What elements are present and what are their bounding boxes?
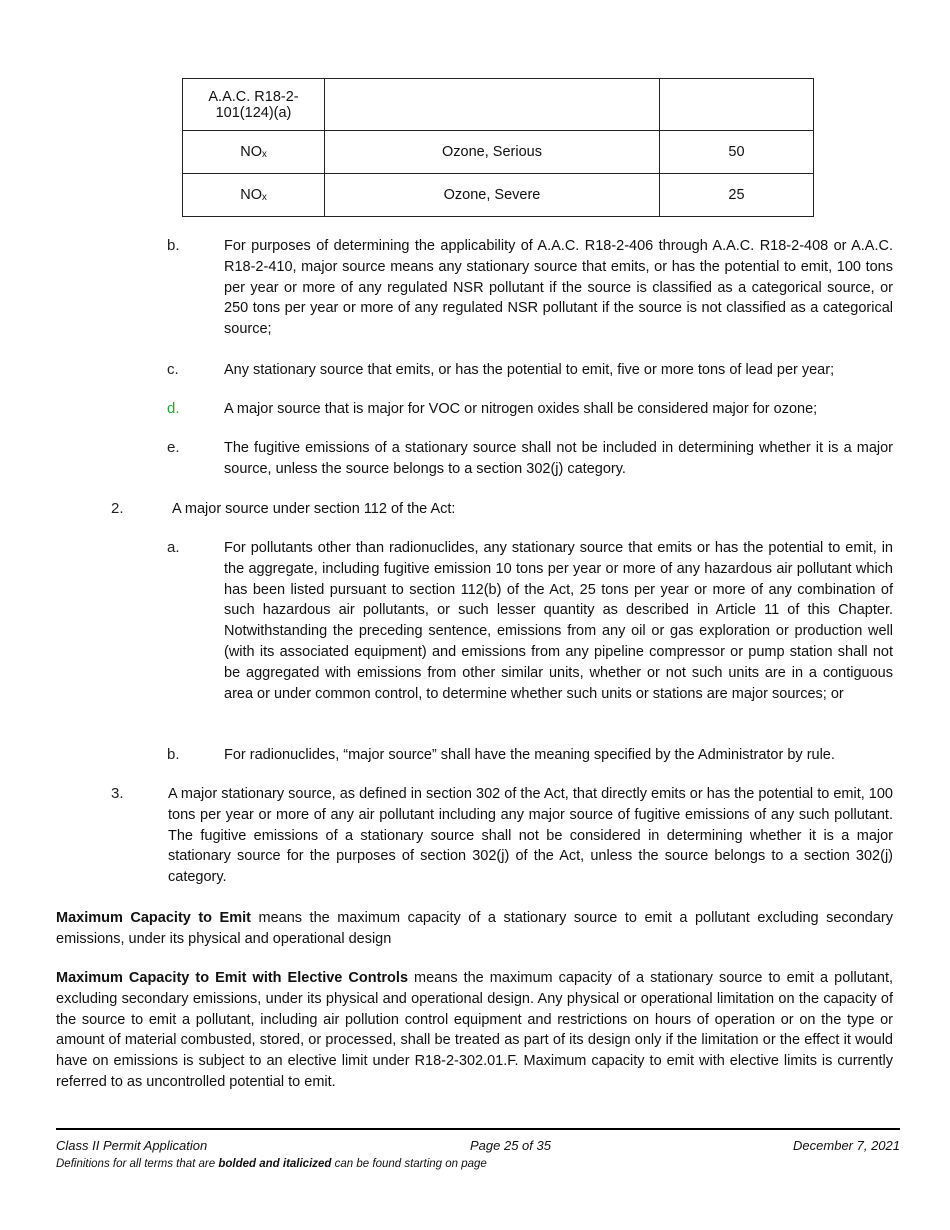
footer-note (56, 1158, 487, 1170)
table-cell (660, 79, 814, 131)
list-label: 3. (111, 785, 124, 802)
definition-max-capacity-to-emit (56, 908, 893, 950)
list-label: 2. (111, 500, 124, 517)
footer-note-bold: bolded and italicized (218, 1158, 332, 1170)
table-cell: Ozone, Severe (325, 174, 660, 217)
list-label: d. (167, 400, 180, 417)
table-row (183, 174, 814, 217)
definition-term: Maximum Capacity to Emit (56, 910, 251, 926)
table-cell: 25 (660, 174, 814, 217)
definition-text: means the maximum capacity of a stationary source to emit a pollutant excluding secondary emissions, under its physical and operational design (56, 910, 894, 947)
list-item-text: Any stationary source that emits, or has the potential to emit, five or more tons of lead per year; (224, 362, 835, 378)
table-row (183, 79, 814, 131)
footer-date: December 7, 2021 (793, 1138, 900, 1153)
table-cell (325, 79, 660, 131)
table-cell: A.A.C. R18-2-101(124)(a) (183, 79, 325, 131)
definition-text: means the maximum capacity of a stationary source to emit a pollutant, excluding secondary emissions, under its physical and operational design. Any physical or operational limitation on the capacity of the source to emit a pollutant, including air pollution control equipment and restrictions on hours of operation or on the type or amount of material combusted, stored, or processed, shall be treated as part of its design only if the limitation or the effect it would have on emissions is subject to an elective limit under R18-2-302.01.F. Maximum capacity to emit with elective limits is currently referred to as uncontrolled potential to emit. (56, 970, 893, 1090)
list-item-text: For radionuclides, “major source” shall have the meaning specified by the Administrator by rule. (224, 747, 835, 763)
list-item-text: A major source under section 112 of the Act: (172, 501, 456, 517)
footer-page-number: Page 25 of 35 (470, 1138, 551, 1153)
definition-term: Maximum Capacity to Emit with Elective Controls (56, 970, 409, 986)
table-cell: 50 (660, 131, 814, 174)
definition-max-capacity-elective-controls (56, 968, 893, 1093)
footer-document-title: Class II Permit Application (56, 1138, 208, 1153)
list-item-text: For pollutants other than radionuclides, any stationary source that emits or has the potential to emit, in the aggregate, including fugitive emission 10 tons per year or more of any hazardous air pollutant which has been listed pursuant to section 112(b) of the Act, 25 tons per year or more of any combination of such hazardous air pollutants, or such lesser quantity as described in Article 11 of this Chapter. Notwithstanding the preceding sentence, emissions from any oil or gas exploration or production well (with its associated equipment) and emissions from any pipeline compressor or pump station shall not be aggregated with emissions from other similar units, whether or not such units are in a contiguous area or under common control, to determine whether such units or stations are major sources; or (224, 540, 893, 702)
list-label: a. (167, 539, 180, 556)
list-item-text: A major stationary source, as defined in section 302 of the Act, that directly emits or has the potential to emit, 100 tons per year or more of any air pollutant including any major source of fugitive emissions of any such pollutant. The fugitive emissions of a stationary source shall not be considered in determining whether it is a major stationary source for the purposes of section 302(j) of the Act, unless the source belongs to a section 302(j) category. (168, 786, 893, 886)
table-row (183, 131, 814, 174)
list-label: b. (167, 746, 180, 763)
list-label: c. (167, 361, 179, 378)
list-item-text: The fugitive emissions of a stationary source shall not be included in determining whether it is a major source, unless the source belongs to a section 302(j) category. (224, 440, 893, 477)
footer-divider (56, 1128, 900, 1130)
footer-note-text: Definitions for all terms that are (56, 1158, 219, 1170)
pollutant-threshold-table (182, 78, 814, 217)
table-cell: Ozone, Serious (325, 131, 660, 174)
list-label: b. (167, 237, 180, 254)
table-cell: NOₓ (183, 174, 325, 217)
list-item-text: For purposes of determining the applicability of A.A.C. R18-2-406 through A.A.C. R18-2-408 or A.A.C. R18-2-410, major source means any stationary source that emits, or has the potential to emit, 100 tons per year or more of any regulated NSR pollutant if the source is classified as a categorical source, or 250 tons per year or more of any regulated NSR pollutant if the source is not classified as a categorical source; (224, 238, 893, 338)
table-cell: NOₓ (183, 131, 325, 174)
list-label: e. (167, 439, 180, 456)
list-item-text: A major source that is major for VOC or nitrogen oxides shall be considered major for ozone; (224, 401, 818, 417)
footer-note-text: can be found starting on page (331, 1158, 487, 1170)
